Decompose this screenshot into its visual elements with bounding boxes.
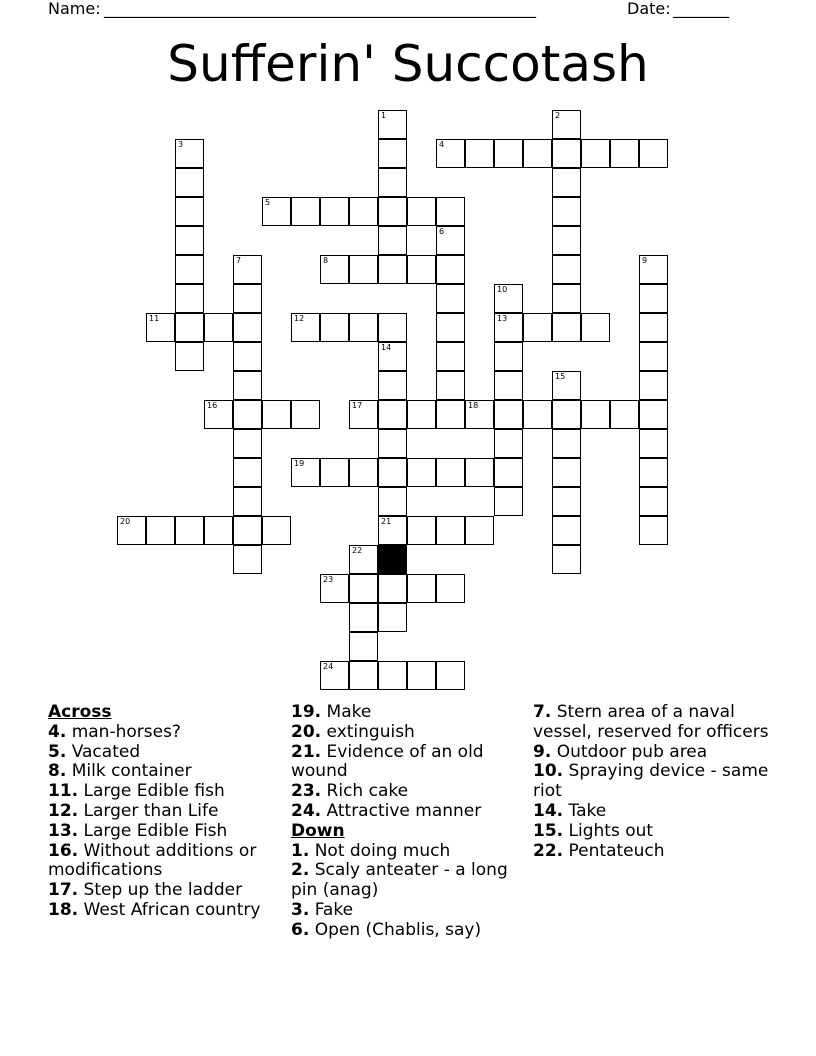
clue-item-number: 21.	[291, 741, 322, 762]
clue-number: 17	[352, 401, 363, 410]
grid-cell[interactable]	[233, 545, 262, 574]
clue-number: 11	[149, 314, 160, 323]
grid-cell[interactable]	[349, 313, 378, 342]
clue-number: 4	[439, 140, 445, 149]
grid-cell[interactable]	[233, 458, 262, 487]
grid-cell[interactable]	[407, 458, 436, 487]
grid-cell[interactable]	[552, 516, 581, 545]
clue-item	[48, 822, 283, 842]
clue-item-text: Attractive manner	[326, 800, 482, 821]
clue-item-text: Make	[326, 702, 372, 722]
clue-item	[291, 723, 526, 743]
grid-cell[interactable]	[378, 661, 407, 690]
puzzle-title: Sufferin' Succotash	[167, 35, 649, 93]
grid-cell[interactable]	[349, 458, 378, 487]
clue-item	[291, 782, 526, 802]
clue-item-text: Lights out	[568, 820, 654, 841]
clue-item-text: Larger than Life	[83, 800, 219, 821]
clue-item-text: Stern area of a naval vessel, reserved for officers	[533, 702, 769, 742]
clue-item	[533, 762, 773, 802]
grid-cell[interactable]	[436, 255, 465, 284]
grid-cell[interactable]	[175, 255, 204, 284]
grid-cell[interactable]	[552, 255, 581, 284]
clue-item-number: 19.	[291, 702, 322, 722]
grid-cell[interactable]	[320, 255, 349, 284]
grid-cell[interactable]	[291, 197, 320, 226]
clue-item	[533, 822, 773, 842]
grid-cell[interactable]	[407, 400, 436, 429]
grid-cell[interactable]	[639, 255, 668, 284]
black-cell	[378, 545, 407, 574]
grid-cell[interactable]	[494, 371, 523, 400]
clue-item-number: 13.	[48, 820, 79, 841]
date-blank[interactable]: _______	[673, 0, 729, 18]
grid-cell[interactable]	[581, 313, 610, 342]
grid-cell[interactable]	[349, 574, 378, 603]
grid-cell[interactable]	[552, 429, 581, 458]
grid-cell[interactable]	[233, 255, 262, 284]
grid-cell[interactable]	[378, 139, 407, 168]
clue-item-text: Step up the ladder	[83, 880, 243, 901]
clue-heading: Across	[48, 702, 112, 722]
grid-cell[interactable]	[117, 516, 146, 545]
clue-number: 14	[381, 343, 392, 352]
grid-cell[interactable]	[320, 313, 349, 342]
grid-cell[interactable]	[175, 516, 204, 545]
grid-cell[interactable]	[639, 139, 668, 168]
clue-item-number: 6.	[291, 919, 310, 940]
clue-item	[48, 842, 283, 882]
clue-item-text: Outdoor pub area	[556, 741, 708, 762]
grid-cell[interactable]	[494, 139, 523, 168]
grid-cell[interactable]	[378, 429, 407, 458]
grid-cell[interactable]	[233, 371, 262, 400]
clue-item-text: Pentateuch	[568, 840, 665, 861]
grid-cell[interactable]	[262, 400, 291, 429]
clue-number: 13	[497, 314, 508, 323]
grid-cell[interactable]	[233, 400, 262, 429]
grid-cell[interactable]	[349, 661, 378, 690]
clue-item-number: 22.	[533, 840, 564, 861]
grid-cell[interactable]	[233, 487, 262, 516]
grid-cell[interactable]	[349, 400, 378, 429]
grid-cell[interactable]	[378, 516, 407, 545]
grid-cell[interactable]	[552, 313, 581, 342]
clue-item-number: 24.	[291, 800, 322, 821]
grid-cell[interactable]	[378, 110, 407, 139]
clue-number: 10	[497, 285, 508, 294]
clue-number: 21	[381, 517, 392, 526]
clue-number: 15	[555, 372, 566, 381]
grid-cell[interactable]	[407, 516, 436, 545]
clue-item-number: 3.	[291, 899, 310, 920]
clue-item	[291, 861, 526, 901]
clue-item	[48, 723, 283, 743]
clue-item-text: Open (Chablis, say)	[314, 919, 482, 940]
grid-cell[interactable]	[552, 458, 581, 487]
clue-item	[48, 743, 283, 763]
grid-cell[interactable]	[494, 400, 523, 429]
grid-cell[interactable]	[378, 168, 407, 197]
clue-number: 6	[439, 227, 445, 236]
grid-cell[interactable]	[291, 313, 320, 342]
grid-cell[interactable]	[552, 110, 581, 139]
grid-cell[interactable]	[552, 284, 581, 313]
clue-number: 8	[323, 256, 329, 265]
clue-item	[291, 743, 526, 783]
grid-cell[interactable]	[349, 632, 378, 661]
grid-cell[interactable]	[378, 371, 407, 400]
clue-item-text: Spraying device - same riot	[533, 761, 769, 802]
grid-cell[interactable]	[349, 197, 378, 226]
grid-cell[interactable]	[378, 487, 407, 516]
grid-cell[interactable]	[175, 197, 204, 226]
clue-item	[533, 802, 773, 822]
clue-number: 18	[468, 401, 479, 410]
clue-item-text: Milk container	[71, 761, 192, 782]
grid-cell[interactable]	[320, 661, 349, 690]
grid-cell[interactable]	[204, 516, 233, 545]
grid-cell[interactable]	[436, 139, 465, 168]
clue-item	[48, 762, 283, 782]
grid-cell[interactable]	[436, 313, 465, 342]
grid-cell[interactable]	[291, 400, 320, 429]
clue-number: 9	[642, 256, 648, 265]
grid-cell[interactable]	[639, 313, 668, 342]
grid-cell[interactable]	[378, 458, 407, 487]
grid-cell[interactable]	[639, 371, 668, 400]
clue-item-number: 7.	[533, 702, 552, 722]
clue-item-number: 1.	[291, 840, 310, 861]
grid-cell[interactable]	[204, 313, 233, 342]
grid-cell[interactable]	[262, 516, 291, 545]
clue-item-number: 16.	[48, 840, 79, 861]
clue-number: 20	[120, 517, 131, 526]
grid-cell[interactable]	[552, 487, 581, 516]
grid-cell[interactable]	[407, 255, 436, 284]
grid-cell[interactable]	[175, 313, 204, 342]
grid-cell[interactable]	[146, 516, 175, 545]
clue-item-number: 17.	[48, 880, 79, 901]
clue-item-text: Evidence of an old wound	[291, 741, 484, 782]
grid-cell[interactable]	[465, 516, 494, 545]
grid-cell[interactable]	[639, 516, 668, 545]
grid-cell[interactable]	[436, 400, 465, 429]
clue-column-3	[533, 703, 773, 861]
grid-cell[interactable]	[291, 458, 320, 487]
clue-number: 12	[294, 314, 305, 323]
clue-item	[48, 881, 283, 901]
grid-cell[interactable]	[639, 284, 668, 313]
grid-cell[interactable]	[523, 139, 552, 168]
clue-item-text: Large Edible Fish	[83, 820, 228, 841]
clue-item	[48, 782, 283, 802]
grid-cell[interactable]	[552, 139, 581, 168]
clue-number: 1	[381, 111, 387, 120]
grid-cell[interactable]	[407, 574, 436, 603]
clue-item-text: man-horses?	[71, 721, 181, 742]
grid-cell[interactable]	[320, 458, 349, 487]
grid-cell[interactable]	[552, 197, 581, 226]
grid-cell[interactable]	[552, 168, 581, 197]
grid-cell[interactable]	[465, 400, 494, 429]
clue-item-number: 4.	[48, 721, 67, 742]
grid-cell[interactable]	[494, 342, 523, 371]
grid-cell[interactable]	[378, 574, 407, 603]
grid-cell[interactable]	[175, 168, 204, 197]
grid-cell[interactable]	[639, 487, 668, 516]
clue-column-2	[291, 703, 526, 941]
grid-cell[interactable]	[523, 313, 552, 342]
clue-item-text: Not doing much	[314, 840, 451, 861]
clue-item-number: 15.	[533, 820, 564, 841]
grid-cell[interactable]	[494, 429, 523, 458]
clue-item-number: 20.	[291, 721, 322, 742]
grid-cell[interactable]	[320, 197, 349, 226]
grid-cell[interactable]	[610, 400, 639, 429]
grid-cell[interactable]	[436, 458, 465, 487]
clue-item	[48, 802, 283, 822]
grid-cell[interactable]	[320, 574, 349, 603]
name-label: Name:	[48, 0, 101, 18]
clue-number: 2	[555, 111, 561, 120]
grid-cell[interactable]	[465, 139, 494, 168]
grid-cell[interactable]	[436, 371, 465, 400]
clue-item-number: 2.	[291, 860, 310, 881]
grid-cell[interactable]	[233, 429, 262, 458]
clue-item-text: extinguish	[326, 721, 415, 742]
grid-cell[interactable]	[465, 458, 494, 487]
clue-number: 3	[178, 140, 184, 149]
grid-cell[interactable]	[378, 255, 407, 284]
grid-cell[interactable]	[378, 603, 407, 632]
clue-item	[533, 842, 773, 862]
date-label: Date:	[627, 0, 671, 18]
clue-item-number: 11.	[48, 781, 79, 802]
clue-item-text: Vacated	[71, 741, 141, 762]
clue-item	[291, 703, 526, 723]
clue-number: 16	[207, 401, 218, 410]
grid-cell[interactable]	[349, 545, 378, 574]
grid-cell[interactable]	[639, 342, 668, 371]
clue-column-1	[48, 703, 283, 921]
grid-cell[interactable]	[639, 458, 668, 487]
clue-item-text: Rich cake	[326, 781, 409, 802]
clue-number: 24	[323, 662, 334, 671]
clue-item-number: 23.	[291, 781, 322, 802]
grid-cell[interactable]	[204, 400, 233, 429]
grid-cell[interactable]	[552, 371, 581, 400]
grid-cell[interactable]	[233, 313, 262, 342]
grid-cell[interactable]	[552, 545, 581, 574]
clue-item-text: Scaly anteater - a long pin (anag)	[291, 860, 508, 901]
clue-item	[533, 703, 773, 743]
grid-cell[interactable]	[378, 313, 407, 342]
clue-item-number: 10.	[533, 761, 564, 782]
grid-cell[interactable]	[581, 139, 610, 168]
clue-item-number: 8.	[48, 761, 67, 782]
grid-cell[interactable]	[378, 197, 407, 226]
grid-cell[interactable]	[233, 284, 262, 313]
grid-cell[interactable]	[552, 226, 581, 255]
clue-number: 5	[265, 198, 271, 207]
grid-cell[interactable]	[552, 400, 581, 429]
clue-item-number: 12.	[48, 800, 79, 821]
grid-cell[interactable]	[436, 284, 465, 313]
clue-item-text: Take	[568, 800, 607, 821]
clue-item	[291, 901, 526, 921]
grid-cell[interactable]	[581, 400, 610, 429]
clue-item	[291, 921, 526, 941]
grid-cell[interactable]	[407, 661, 436, 690]
grid-cell[interactable]	[262, 197, 291, 226]
grid-cell[interactable]	[175, 226, 204, 255]
clue-item	[291, 842, 526, 862]
grid-cell[interactable]	[523, 400, 552, 429]
clue-item-number: 5.	[48, 741, 67, 762]
grid-cell[interactable]	[378, 342, 407, 371]
clue-heading: Down	[291, 820, 345, 841]
grid-cell[interactable]	[436, 661, 465, 690]
clue-item-number: 14.	[533, 800, 564, 821]
clue-number: 23	[323, 575, 334, 584]
grid-cell[interactable]	[639, 400, 668, 429]
name-blank[interactable]: ______________________________________________________	[104, 0, 536, 18]
grid-cell[interactable]	[436, 197, 465, 226]
clue-item-text: Without additions or modifications	[48, 840, 257, 881]
grid-cell[interactable]	[436, 516, 465, 545]
grid-cell[interactable]	[639, 429, 668, 458]
grid-cell[interactable]	[233, 516, 262, 545]
clue-item-text: Large Edible fish	[83, 781, 225, 802]
grid-cell[interactable]	[494, 458, 523, 487]
grid-cell[interactable]	[233, 342, 262, 371]
clue-item-text: West African country	[83, 899, 261, 920]
clue-item-number: 9.	[533, 741, 552, 762]
clue-item-text: Fake	[314, 899, 354, 920]
grid-cell[interactable]	[378, 226, 407, 255]
clue-item	[48, 901, 283, 921]
grid-cell[interactable]	[436, 574, 465, 603]
grid-cell[interactable]	[349, 255, 378, 284]
grid-cell[interactable]	[378, 400, 407, 429]
grid-cell[interactable]	[175, 342, 204, 371]
grid-cell[interactable]	[436, 226, 465, 255]
clue-item-number: 18.	[48, 899, 79, 920]
clue-number: 22	[352, 546, 363, 555]
clue-number: 19	[294, 459, 305, 468]
grid-cell[interactable]	[436, 342, 465, 371]
clue-number: 7	[236, 256, 242, 265]
grid-cell[interactable]	[610, 139, 639, 168]
grid-cell[interactable]	[494, 313, 523, 342]
clue-item	[533, 743, 773, 763]
grid-cell[interactable]	[494, 487, 523, 516]
grid-cell[interactable]	[175, 284, 204, 313]
grid-cell[interactable]	[494, 284, 523, 313]
clue-item	[291, 802, 526, 822]
grid-cell[interactable]	[407, 197, 436, 226]
grid-cell[interactable]	[349, 603, 378, 632]
grid-cell[interactable]	[146, 313, 175, 342]
grid-cell[interactable]	[175, 139, 204, 168]
